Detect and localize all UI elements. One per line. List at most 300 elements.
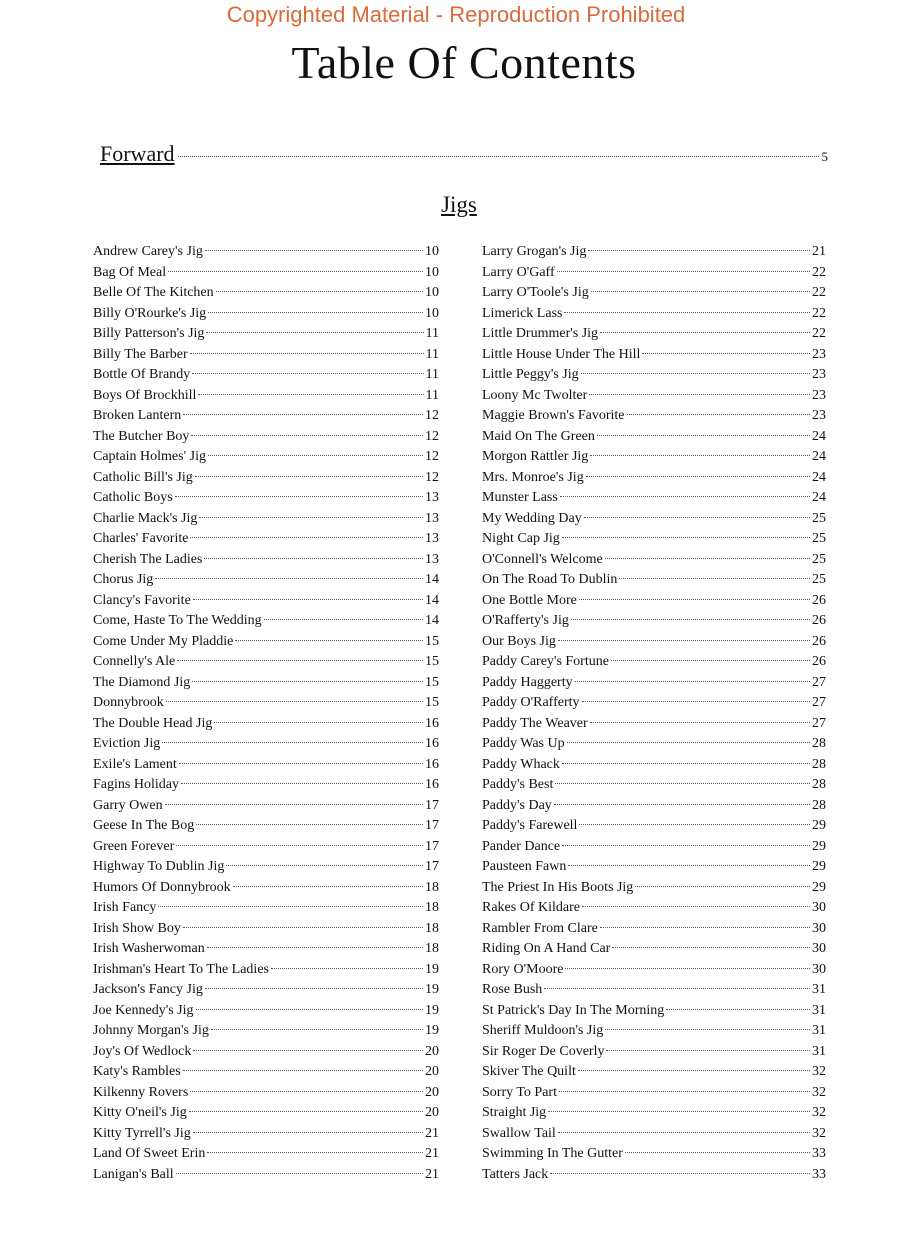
toc-entry[interactable] bbox=[93, 263, 439, 284]
dot-leader bbox=[183, 927, 423, 928]
dot-leader bbox=[562, 763, 810, 764]
toc-entry-title: Irish Show Boy bbox=[93, 920, 181, 936]
toc-entry-title: Land Of Sweet Erin bbox=[93, 1146, 206, 1161]
toc-entry-page-number: 18 bbox=[425, 941, 439, 956]
toc-entry[interactable] bbox=[482, 406, 826, 427]
dot-leader bbox=[605, 558, 810, 559]
toc-entry-page-number: 11 bbox=[425, 387, 439, 403]
toc-entry[interactable] bbox=[93, 1083, 439, 1104]
toc-entry-page-number: 31 bbox=[812, 1002, 826, 1018]
toc-entry-page-number: 15 bbox=[425, 674, 439, 690]
toc-entry-title: Paddy Whack bbox=[482, 756, 560, 772]
dot-leader bbox=[666, 1009, 810, 1010]
page-title: Table Of Contents bbox=[291, 37, 637, 88]
toc-entry-title: Rory O'Moore bbox=[482, 961, 564, 977]
dot-leader bbox=[195, 476, 423, 477]
toc-entry-page-number: 22 bbox=[812, 326, 826, 341]
toc-entry[interactable] bbox=[482, 878, 826, 899]
toc-entry-page-number: 12 bbox=[425, 449, 439, 464]
toc-entry[interactable] bbox=[93, 365, 439, 386]
toc-entry[interactable] bbox=[93, 570, 439, 591]
toc-entry[interactable] bbox=[482, 488, 826, 509]
dot-leader bbox=[579, 824, 810, 825]
toc-entry-page-number: 27 bbox=[812, 674, 826, 690]
toc-entry-page-number: 33 bbox=[812, 1146, 826, 1161]
toc-entry-page-number: 10 bbox=[425, 244, 439, 259]
toc-entry-title: Our Boys Jig bbox=[482, 633, 556, 649]
toc-entry-title: Rose Bush bbox=[482, 982, 543, 997]
toc-entry-title: Paddy The Weaver bbox=[482, 715, 588, 731]
toc-entry[interactable] bbox=[482, 1001, 826, 1022]
toc-entry-page-number: 13 bbox=[425, 551, 439, 567]
toc-entry[interactable] bbox=[93, 939, 439, 960]
dot-leader bbox=[625, 1152, 810, 1153]
toc-entry[interactable] bbox=[482, 816, 826, 837]
toc-entry-title: Larry Grogan's Jig bbox=[482, 244, 587, 259]
toc-entry-page-number: 28 bbox=[812, 797, 826, 813]
toc-entry-page-number: 29 bbox=[812, 859, 826, 874]
dot-leader bbox=[192, 373, 423, 374]
toc-entry[interactable] bbox=[93, 386, 439, 407]
toc-entry[interactable] bbox=[482, 1021, 826, 1042]
toc-entry[interactable] bbox=[93, 324, 439, 345]
toc-entry-page-number: 11 bbox=[425, 346, 439, 362]
toc-entry-page-number: 29 bbox=[812, 879, 826, 895]
toc-entry-page-number: 21 bbox=[425, 1125, 439, 1141]
toc-entry-page-number: 20 bbox=[425, 1064, 439, 1079]
toc-entry-title: Swimming In The Gutter bbox=[482, 1146, 623, 1161]
toc-entry-page-number: 32 bbox=[812, 1084, 826, 1100]
toc-entry-page-number: 29 bbox=[812, 818, 826, 833]
toc-entry[interactable] bbox=[93, 673, 439, 694]
toc-entry-title: Kitty O'neil's Jig bbox=[93, 1105, 187, 1120]
toc-entry-page-number: 16 bbox=[425, 736, 439, 751]
dot-leader bbox=[191, 435, 423, 436]
toc-entry-page-number: 14 bbox=[425, 592, 439, 608]
toc-entry[interactable] bbox=[93, 714, 439, 735]
toc-entry[interactable] bbox=[93, 242, 439, 263]
toc-entry-title: Bottle Of Brandy bbox=[93, 367, 191, 382]
toc-entry-page-number: 28 bbox=[812, 756, 826, 772]
dot-leader bbox=[190, 537, 423, 538]
toc-entry-title: Munster Lass bbox=[482, 490, 558, 505]
toc-entry[interactable] bbox=[482, 427, 826, 448]
dot-leader bbox=[211, 1029, 423, 1030]
dot-leader bbox=[544, 988, 810, 989]
toc-entry[interactable] bbox=[482, 1124, 826, 1145]
dot-leader bbox=[178, 156, 819, 157]
toc-entry-title: Eviction Jig bbox=[93, 736, 161, 751]
toc-entry[interactable] bbox=[93, 283, 439, 304]
toc-entry-page-number: 30 bbox=[812, 920, 826, 936]
toc-entry-title: Lanigan's Ball bbox=[93, 1166, 174, 1182]
toc-entry-title: O'Rafferty's Jig bbox=[482, 613, 569, 628]
dot-leader bbox=[205, 250, 423, 251]
toc-entry-page-number: 18 bbox=[425, 920, 439, 936]
toc-entry-title: Little Drummer's Jig bbox=[482, 326, 599, 341]
toc-entry-page-number: 13 bbox=[425, 531, 439, 546]
toc-entry-title: Paddy's Farewell bbox=[482, 818, 578, 833]
toc-entry[interactable] bbox=[93, 509, 439, 530]
toc-entry-title: Paddy Was Up bbox=[482, 736, 565, 751]
toc-entry-title: Chorus Jig bbox=[93, 572, 154, 587]
toc-entry[interactable] bbox=[93, 591, 439, 612]
toc-entry-title: Bag Of Meal bbox=[93, 264, 167, 280]
toc-entry-title: O'Connell's Welcome bbox=[482, 551, 603, 567]
toc-entry[interactable] bbox=[93, 1124, 439, 1145]
toc-entry[interactable] bbox=[482, 632, 826, 653]
toc-entry-page-number: 28 bbox=[812, 736, 826, 751]
toc-entry-page-number: 26 bbox=[812, 613, 826, 628]
toc-entry-page-number: 28 bbox=[812, 777, 826, 792]
toc-entry-page-number: 22 bbox=[812, 264, 826, 280]
toc-entry[interactable] bbox=[482, 939, 826, 960]
toc-entry-title: Highway To Dublin Jig bbox=[93, 859, 225, 874]
toc-entry[interactable] bbox=[482, 960, 826, 981]
toc-entry-page-number: 11 bbox=[425, 326, 439, 341]
toc-entry-title: Maid On The Green bbox=[482, 428, 595, 444]
toc-entry-page-number: 32 bbox=[812, 1125, 826, 1141]
dot-leader bbox=[207, 947, 423, 948]
toc-entry[interactable] bbox=[482, 980, 826, 1001]
toc-entry[interactable] bbox=[482, 734, 826, 755]
toc-entry-title: My Wedding Day bbox=[482, 510, 582, 526]
toc-entry[interactable] bbox=[93, 550, 439, 571]
toc-entry-title: On The Road To Dublin bbox=[482, 572, 618, 587]
toc-entry-page-number: 12 bbox=[425, 469, 439, 485]
toc-entry-title: St Patrick's Day In The Morning bbox=[482, 1002, 665, 1018]
toc-entry-page-number: 22 bbox=[812, 305, 826, 321]
toc-entry[interactable] bbox=[482, 693, 826, 714]
dot-leader bbox=[205, 988, 423, 989]
toc-entry-title: Swallow Tail bbox=[482, 1125, 556, 1141]
dot-leader bbox=[562, 537, 810, 538]
toc-entry[interactable] bbox=[482, 345, 826, 366]
dot-leader bbox=[611, 660, 810, 661]
toc-entry[interactable] bbox=[93, 857, 439, 878]
toc-entry-title: One Bottle More bbox=[482, 592, 577, 608]
toc-entry-page-number: 21 bbox=[425, 1146, 439, 1161]
dot-leader bbox=[198, 394, 423, 395]
toc-entry-title: Straight Jig bbox=[482, 1105, 547, 1120]
toc-entry-title: Johnny Morgan's Jig bbox=[93, 1023, 209, 1038]
toc-entry-page-number: 15 bbox=[425, 633, 439, 649]
toc-entry[interactable] bbox=[482, 919, 826, 940]
toc-entry-title: Sir Roger De Coverly bbox=[482, 1043, 605, 1059]
toc-entry-title: Paddy's Day bbox=[482, 797, 552, 813]
toc-entry-page-number: 20 bbox=[425, 1105, 439, 1120]
toc-entry-page-number: 15 bbox=[425, 695, 439, 710]
toc-entry-title: Broken Lantern bbox=[93, 408, 182, 423]
dot-leader bbox=[557, 271, 810, 272]
toc-entry-title: Billy The Barber bbox=[93, 346, 188, 362]
toc-entry-title: Night Cap Jig bbox=[482, 531, 560, 546]
toc-entry[interactable] bbox=[93, 611, 439, 632]
toc-entry[interactable] bbox=[93, 345, 439, 366]
toc-entry[interactable] bbox=[93, 980, 439, 1001]
dot-leader bbox=[175, 496, 423, 497]
toc-entry-page-number: 19 bbox=[425, 961, 439, 977]
toc-entry-page-number: 24 bbox=[812, 428, 826, 444]
toc-entry[interactable] bbox=[93, 816, 439, 837]
toc-entry-page-number: 26 bbox=[812, 592, 826, 608]
dot-leader bbox=[189, 1111, 423, 1112]
toc-entry-page-number: 26 bbox=[812, 633, 826, 649]
toc-entry-title: Fagins Holiday bbox=[93, 777, 179, 792]
toc-entry-title: Paddy Carey's Fortune bbox=[482, 654, 609, 669]
toc-entry[interactable] bbox=[482, 447, 826, 468]
toc-entry-page-number: 24 bbox=[812, 469, 826, 485]
toc-entry-title: Little House Under The Hill bbox=[482, 346, 641, 362]
toc-entry[interactable] bbox=[93, 427, 439, 448]
dot-leader bbox=[206, 332, 423, 333]
toc-entry-title: Connelly's Ale bbox=[93, 654, 176, 669]
toc-entry[interactable] bbox=[482, 755, 826, 776]
toc-entry-page-number: 10 bbox=[425, 285, 439, 300]
toc-entry-title: Limerick Lass bbox=[482, 305, 563, 321]
toc-entry-title: Geese In The Bog bbox=[93, 818, 195, 833]
dot-leader bbox=[597, 435, 810, 436]
dot-leader bbox=[204, 558, 423, 559]
dot-leader bbox=[555, 783, 810, 784]
toc-entry[interactable] bbox=[482, 837, 826, 858]
toc-entry[interactable] bbox=[482, 529, 826, 550]
dot-leader bbox=[193, 599, 423, 600]
toc-entry[interactable] bbox=[93, 878, 439, 899]
toc-entry[interactable] bbox=[482, 509, 826, 530]
toc-entry-title: Sheriff Muldoon's Jig bbox=[482, 1023, 604, 1038]
toc-entry[interactable] bbox=[482, 898, 826, 919]
toc-entry-title: Cherish The Ladies bbox=[93, 551, 203, 567]
toc-entry-title: Exile's Lament bbox=[93, 756, 177, 772]
toc-entry-title: Clancy's Favorite bbox=[93, 592, 191, 608]
toc-entry-title: Kitty Tyrrell's Jig bbox=[93, 1125, 191, 1141]
dot-leader bbox=[208, 455, 423, 456]
toc-entry-title: Paddy's Best bbox=[482, 777, 554, 792]
toc-entry[interactable] bbox=[482, 324, 826, 345]
toc-entry-page-number: 16 bbox=[425, 777, 439, 792]
dot-leader bbox=[271, 968, 423, 969]
toc-entry-title: Irish Washerwoman bbox=[93, 941, 205, 956]
toc-entry-title: Tatters Jack bbox=[482, 1166, 549, 1182]
dot-leader bbox=[235, 640, 423, 641]
toc-entry[interactable] bbox=[93, 529, 439, 550]
toc-entry-title: Catholic Boys bbox=[93, 490, 173, 505]
dot-leader bbox=[181, 783, 423, 784]
toc-entry[interactable] bbox=[482, 1062, 826, 1083]
dot-leader bbox=[584, 517, 810, 518]
dot-leader bbox=[581, 373, 810, 374]
toc-entry-title: Riding On A Hand Car bbox=[482, 941, 611, 956]
toc-entry-forward[interactable] bbox=[100, 140, 828, 171]
dot-leader bbox=[550, 1173, 810, 1174]
toc-entry-title: Morgon Rattler Jig bbox=[482, 449, 589, 464]
toc-entry[interactable] bbox=[482, 263, 826, 284]
toc-entry-title: Come, Haste To The Wedding bbox=[93, 613, 262, 628]
toc-entry[interactable] bbox=[482, 242, 826, 263]
toc-entry-page-number: 13 bbox=[425, 490, 439, 505]
dot-leader bbox=[642, 353, 810, 354]
toc-entry[interactable] bbox=[93, 960, 439, 981]
toc-entry-title: Maggie Brown's Favorite bbox=[482, 408, 625, 423]
toc-entry[interactable] bbox=[93, 1021, 439, 1042]
toc-entry-title: Kilkenny Rovers bbox=[93, 1084, 189, 1100]
toc-entry-page-number: 17 bbox=[425, 797, 439, 813]
dot-leader bbox=[590, 722, 810, 723]
toc-entry[interactable] bbox=[93, 796, 439, 817]
dot-leader bbox=[158, 906, 423, 907]
dot-leader bbox=[176, 845, 423, 846]
toc-entry-page-number: 25 bbox=[812, 551, 826, 567]
dot-leader bbox=[548, 1111, 810, 1112]
dot-leader bbox=[162, 742, 423, 743]
toc-entry-page-number: 21 bbox=[812, 244, 826, 259]
toc-entry-title: Rambler From Clare bbox=[482, 920, 598, 936]
toc-entry-title: Charlie Mack's Jig bbox=[93, 510, 198, 526]
toc-entry-title: Belle Of The Kitchen bbox=[93, 285, 214, 300]
dot-leader bbox=[190, 353, 424, 354]
dot-leader bbox=[196, 1009, 423, 1010]
toc-entry[interactable] bbox=[482, 796, 826, 817]
toc-entry[interactable] bbox=[93, 468, 439, 489]
dot-leader bbox=[567, 742, 810, 743]
toc-entry[interactable] bbox=[482, 857, 826, 878]
toc-entry-page-number: 18 bbox=[425, 900, 439, 915]
toc-entry[interactable] bbox=[482, 386, 826, 407]
dot-leader bbox=[600, 927, 810, 928]
toc-entry-page-number: 23 bbox=[812, 367, 826, 382]
toc-entry-title: Irishman's Heart To The Ladies bbox=[93, 961, 269, 977]
toc-entry-title: Green Forever bbox=[93, 838, 175, 854]
toc-entry[interactable] bbox=[93, 652, 439, 673]
toc-entry-title: Loony Mc Twolter bbox=[482, 387, 588, 403]
toc-entry[interactable] bbox=[93, 632, 439, 653]
toc-entry[interactable] bbox=[482, 1042, 826, 1063]
toc-entry[interactable] bbox=[482, 775, 826, 796]
toc-entry-title: Paddy Haggerty bbox=[482, 674, 573, 690]
dot-leader bbox=[183, 414, 423, 415]
toc-entry[interactable] bbox=[482, 673, 826, 694]
toc-entry-title: Jackson's Fancy Jig bbox=[93, 982, 203, 997]
toc-entry[interactable] bbox=[482, 304, 826, 325]
dot-leader bbox=[264, 619, 423, 620]
dot-leader bbox=[575, 681, 810, 682]
toc-entry[interactable] bbox=[482, 550, 826, 571]
forward-page-number: 5 bbox=[821, 149, 828, 164]
toc-entry[interactable] bbox=[482, 652, 826, 673]
toc-entry[interactable] bbox=[93, 304, 439, 325]
toc-entry[interactable] bbox=[93, 775, 439, 796]
toc-entry-page-number: 18 bbox=[425, 879, 439, 895]
dot-leader bbox=[177, 660, 423, 661]
dot-leader bbox=[233, 886, 423, 887]
toc-entry[interactable] bbox=[482, 1083, 826, 1104]
toc-entry-page-number: 32 bbox=[812, 1064, 826, 1079]
toc-entry-page-number: 24 bbox=[812, 449, 826, 464]
dot-leader bbox=[590, 455, 810, 456]
dot-leader bbox=[619, 578, 810, 579]
dot-leader bbox=[564, 312, 810, 313]
dot-leader bbox=[635, 886, 810, 887]
toc-entry[interactable] bbox=[93, 919, 439, 940]
toc-entry-page-number: 17 bbox=[425, 838, 439, 854]
toc-entry-title: Joy's Of Wedlock bbox=[93, 1043, 192, 1059]
toc-entry-title: Donnybrook bbox=[93, 695, 164, 710]
toc-entry-title: Andrew Carey's Jig bbox=[93, 244, 203, 259]
toc-entry-title: Billy O'Rourke's Jig bbox=[93, 305, 207, 321]
toc-entry[interactable] bbox=[482, 611, 826, 632]
toc-entry-title: Little Peggy's Jig bbox=[482, 367, 579, 382]
dot-leader bbox=[582, 701, 810, 702]
toc-entry-title: Rakes Of Kildare bbox=[482, 900, 580, 915]
dot-leader bbox=[605, 1029, 810, 1030]
toc-entry[interactable] bbox=[93, 488, 439, 509]
toc-entry-page-number: 11 bbox=[425, 367, 439, 382]
section-heading-jigs: Jigs bbox=[441, 192, 477, 217]
toc-entry-page-number: 26 bbox=[812, 654, 826, 669]
toc-entry-page-number: 17 bbox=[425, 859, 439, 874]
toc-entry-title: The Priest In His Boots Jig bbox=[482, 879, 634, 895]
toc-entry-page-number: 30 bbox=[812, 941, 826, 956]
toc-entry[interactable] bbox=[482, 714, 826, 735]
dot-leader bbox=[568, 865, 810, 866]
dot-leader bbox=[571, 619, 810, 620]
toc-entry[interactable] bbox=[93, 837, 439, 858]
dot-leader bbox=[612, 947, 810, 948]
toc-entry[interactable] bbox=[93, 1165, 439, 1186]
toc-entry-page-number: 29 bbox=[812, 838, 826, 854]
toc-entry[interactable] bbox=[482, 1144, 826, 1165]
toc-entry-page-number: 25 bbox=[812, 572, 826, 587]
toc-entry-page-number: 24 bbox=[812, 490, 826, 505]
toc-entry[interactable] bbox=[93, 734, 439, 755]
toc-entry[interactable] bbox=[93, 1062, 439, 1083]
toc-entry[interactable] bbox=[482, 591, 826, 612]
toc-left-column bbox=[93, 242, 439, 1185]
toc-entry[interactable] bbox=[482, 283, 826, 304]
toc-entry-title: Garry Owen bbox=[93, 797, 163, 813]
dot-leader bbox=[591, 291, 810, 292]
toc-entry[interactable] bbox=[93, 447, 439, 468]
toc-entry-title: Billy Patterson's Jig bbox=[93, 326, 205, 341]
toc-entry[interactable] bbox=[93, 693, 439, 714]
toc-entry[interactable] bbox=[93, 755, 439, 776]
toc-entry[interactable] bbox=[93, 1103, 439, 1124]
toc-entry[interactable] bbox=[482, 1165, 826, 1186]
toc-entry-title: Irish Fancy bbox=[93, 900, 157, 915]
toc-entry[interactable] bbox=[93, 1001, 439, 1022]
toc-entry-title: Sorry To Part bbox=[482, 1084, 557, 1100]
dot-leader bbox=[560, 496, 810, 497]
toc-entry-page-number: 25 bbox=[812, 510, 826, 526]
toc-entry[interactable] bbox=[482, 365, 826, 386]
toc-entry-page-number: 13 bbox=[425, 510, 439, 526]
toc-entry-page-number: 30 bbox=[812, 900, 826, 915]
toc-entry[interactable] bbox=[482, 1103, 826, 1124]
toc-entry[interactable] bbox=[93, 1144, 439, 1165]
dot-leader bbox=[199, 517, 423, 518]
toc-entry[interactable] bbox=[482, 468, 826, 489]
toc-entry-page-number: 16 bbox=[425, 715, 439, 731]
toc-entry-page-number: 19 bbox=[425, 1023, 439, 1038]
toc-entry[interactable] bbox=[93, 406, 439, 427]
toc-entry-title: Skiver The Quilt bbox=[482, 1064, 576, 1079]
dot-leader bbox=[192, 681, 423, 682]
toc-entry[interactable] bbox=[93, 898, 439, 919]
toc-entry[interactable] bbox=[482, 570, 826, 591]
toc-entry[interactable] bbox=[93, 1042, 439, 1063]
dot-leader bbox=[554, 804, 810, 805]
